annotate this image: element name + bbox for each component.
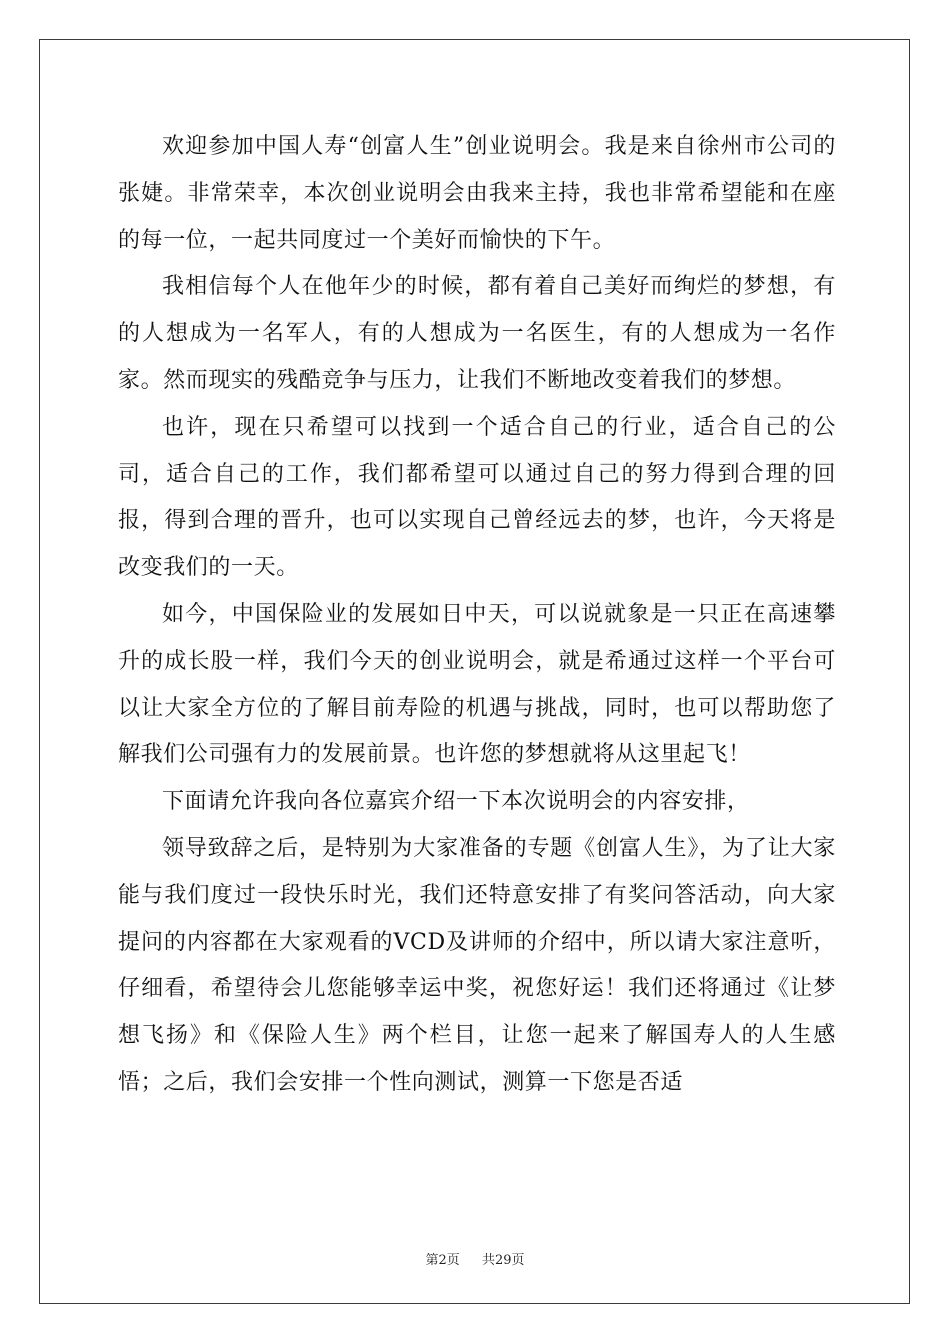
paragraph-dreams: 我相信每个人在他年少的时候，都有着自己美好而绚烂的梦想，有的人想成为一名军人，有的人想成为一名医生，有的人想成为一名作家。然而现实的残酷竞争与压力，让我们不断地改变着我们的梦想。 — [118, 274, 836, 393]
page-footer — [0, 1249, 950, 1268]
page-number: 第2页 — [425, 1253, 460, 1268]
paragraph-agenda-intro: 下面请允许我向各位嘉宾介绍一下本次说明会的内容安排， — [162, 789, 750, 815]
paragraph-agenda: 领导致辞之后，是特别为大家准备的专题《创富人生》，为了让大家能与我们度过一段快乐时光，我们还特意安排了有奖问答活动，向大家提问的内容都在大家观看的VCD及讲师的介绍中，所以请大家注意听，仔细看，希望待会儿您能够幸运中奖，祝您好运！我们还将通过《让梦想飞扬》和《保险人生》两个栏目，让您一起来了解国寿人的人生感悟；之后，我们会安排一个性向测试，测算一下您是否适 — [118, 835, 836, 1095]
paragraph-industry: 如今，中国保险业的发展如日中天，可以说就象是一只正在高速攀升的成长股一样，我们今天的创业说明会，就是希通过这样一个平台可以让大家全方位的了解目前寿险的机遇与挑战，同时，也可以帮助您了解我们公司强有力的发展前景。也许您的梦想就将从这里起飞！ — [118, 601, 836, 768]
document-body — [118, 124, 836, 1107]
paragraph-hope: 也许，现在只希望可以找到一个适合自己的行业，适合自己的公司，适合自己的工作，我们都希望可以通过自己的努力得到合理的回报，得到合理的晋升，也可以实现自己曾经远去的梦，也许，今天将是改变我们的一天。 — [118, 414, 836, 581]
total-pages: 共29页 — [482, 1253, 525, 1268]
paragraph-welcome: 欢迎参加中国人寿“创富人生”创业说明会。我是来自徐州市公司的张婕。非常荣幸，本次创业说明会由我来主持，我也非常希望能和在座的每一位，一起共同度过一个美好而愉快的下午。 — [118, 134, 836, 253]
